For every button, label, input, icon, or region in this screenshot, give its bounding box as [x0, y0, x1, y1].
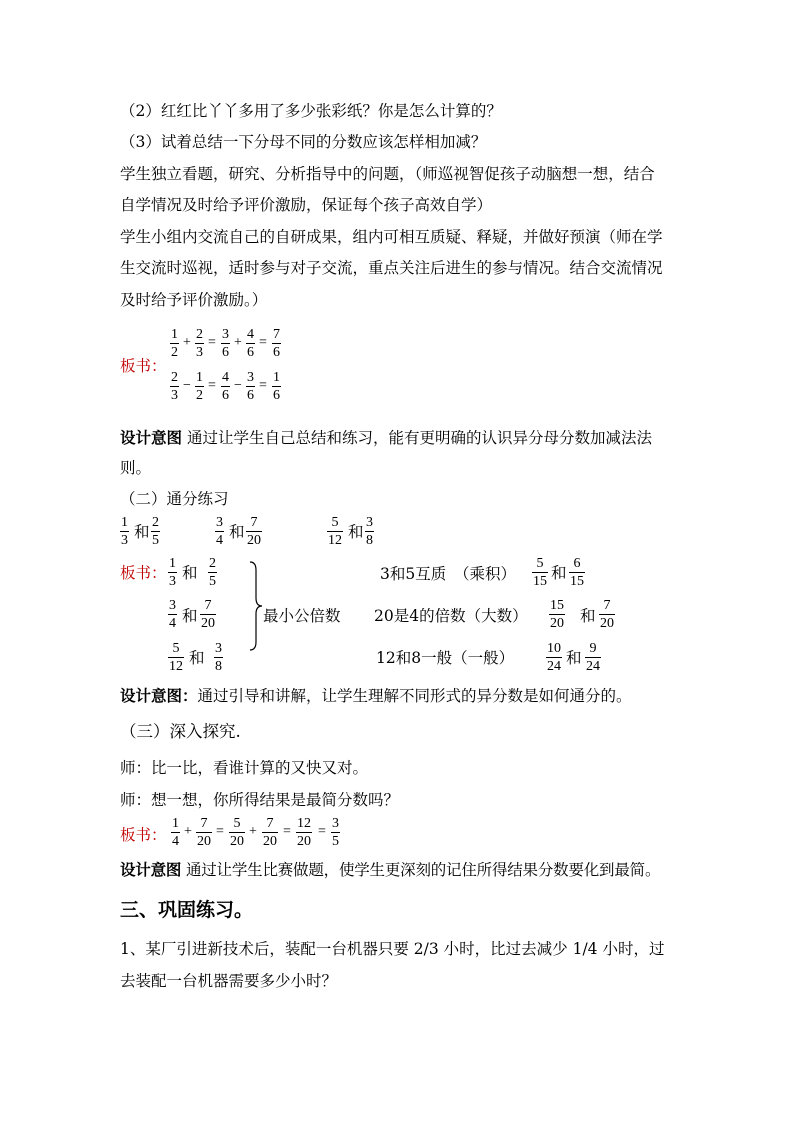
- fraction: 7 20: [600, 598, 614, 631]
- fraction: 10 24: [547, 641, 561, 674]
- operator: +: [234, 335, 242, 350]
- fraction: 2 5: [152, 515, 159, 548]
- operator: =: [208, 335, 216, 350]
- board-label: 板书：: [120, 826, 167, 844]
- brace-label: 最小公倍数: [263, 607, 341, 625]
- note: 20是4的倍数（大数）: [374, 607, 528, 625]
- fraction: 3 8: [366, 515, 373, 548]
- fraction: 1 2: [196, 370, 203, 403]
- section-heading: 三、巩固练习。: [120, 899, 254, 921]
- and-word: 和: [580, 607, 596, 625]
- operator: +: [184, 824, 192, 839]
- and-word: 和: [229, 523, 245, 541]
- operator: =: [208, 378, 216, 393]
- and-word: 和: [189, 649, 205, 667]
- design-intent-2: [120, 686, 632, 706]
- right-brace-icon: [248, 560, 264, 652]
- section-3-title: （三）深入探究.: [120, 722, 241, 741]
- paragraph-1-line-1: 学生独立看题，研究、分析指导中的问题，（师巡视智促孩子动脑想一想，结合: [120, 165, 655, 183]
- operator: =: [259, 335, 267, 350]
- and-word: 和: [566, 649, 582, 667]
- and-word: 和: [551, 564, 567, 582]
- note: 3和5互质 （乘积）: [380, 565, 516, 583]
- teacher-line-1: 师：比一比，看谁计算的又快又对。: [120, 759, 369, 777]
- exercise-1-line-1: 1、某厂引进新技术后，装配一台机器只要 2/3 小时，比过去减少 1/4 小时，过: [120, 940, 665, 958]
- fraction: 6 15: [570, 556, 584, 589]
- fraction: 1 4: [172, 816, 179, 849]
- teacher-line-2: 师：想一想，你所得结果是最简分数吗？: [120, 791, 400, 809]
- design-intent-label: 设计意图：: [120, 686, 198, 705]
- section-2-title: （二）通分练习: [120, 490, 229, 508]
- fraction: 2 3: [196, 327, 203, 360]
- design-intent-text: 通过引导和讲解，让学生理解不同形式的异分数是如何通分的。: [197, 687, 632, 705]
- design-intent-3: [120, 860, 660, 880]
- fraction: 7 6: [273, 327, 280, 360]
- fraction: 1 6: [273, 370, 280, 403]
- operator: +: [249, 824, 257, 839]
- operator: =: [283, 824, 291, 839]
- question-2: （2）红红比丫丫多用了多少张彩纸？你是怎么计算的？: [120, 102, 502, 120]
- fraction: 1 3: [169, 556, 176, 589]
- operator: =: [259, 378, 267, 393]
- fraction: 4 6: [247, 327, 254, 360]
- operator: =: [216, 824, 224, 839]
- paragraph-2-line-2: 生交流时巡视，适时参与对子交流，重点关注后进生的参与情况。结合交流情况: [120, 259, 663, 277]
- fraction: 4 6: [222, 370, 229, 403]
- fraction: 12 20: [297, 816, 311, 849]
- fraction: 7 20: [263, 816, 277, 849]
- fraction: 5 12: [328, 515, 342, 548]
- operator: +: [183, 335, 191, 350]
- operator: =: [318, 824, 326, 839]
- fraction: 3 6: [247, 370, 254, 403]
- fraction: 3 5: [332, 816, 339, 849]
- and-word: 和: [348, 523, 364, 541]
- fraction: 2 3: [171, 370, 178, 403]
- exercise-1-line-2: 去装配一台机器需要多少小时？: [120, 972, 338, 990]
- operator: −: [234, 378, 242, 393]
- design-intent-1: [120, 428, 652, 448]
- fraction: 3 8: [215, 641, 222, 674]
- fraction: 3 6: [222, 327, 229, 360]
- fraction: 1 3: [121, 515, 128, 548]
- design-intent-label: 设计意图: [120, 428, 183, 447]
- fraction: 7 20: [197, 816, 211, 849]
- note: 12和8一般（一般）: [376, 649, 515, 667]
- fraction: 3 4: [216, 515, 223, 548]
- board-label: 板书：: [120, 564, 167, 582]
- fraction: 3 4: [169, 598, 176, 631]
- fraction: 9 24: [586, 641, 600, 674]
- board-label: 板书：: [120, 357, 167, 375]
- and-word: 和: [182, 607, 198, 625]
- design-intent-1-continued: 则。: [120, 459, 152, 477]
- fraction: 15 20: [550, 598, 564, 631]
- operator: −: [183, 378, 191, 393]
- and-word: 和: [134, 523, 150, 541]
- design-intent-text: 通过让学生自己总结和练习，能有更明确的认识异分母分数加减法法: [186, 429, 652, 447]
- fraction: 5 12: [169, 641, 183, 674]
- paragraph-2-line-3: 及时给予评价激励。）: [120, 291, 268, 309]
- fraction: 1 2: [171, 327, 178, 360]
- and-word: 和: [182, 564, 198, 582]
- paragraph-2-line-1: 学生小组内交流自己的自研成果，组内可相互质疑、释疑，并做好预演（师在学: [120, 228, 663, 246]
- design-intent-text: 通过让学生比赛做题，使学生更深刻的记住所得结果分数要化到最简。: [185, 861, 661, 879]
- fraction: 5 20: [230, 816, 244, 849]
- fraction: 7 20: [247, 515, 261, 548]
- design-intent-label: 设计意图: [120, 860, 182, 879]
- fraction: 7 20: [201, 598, 215, 631]
- fraction: 2 5: [209, 556, 216, 589]
- question-3: （3）试着总结一下分母不同的分数应该怎样相加减？: [120, 133, 487, 151]
- paragraph-1-line-2: 自学情况及时给予评价激励，保证每个孩子高效自学）: [120, 196, 493, 214]
- fraction: 5 15: [533, 556, 547, 589]
